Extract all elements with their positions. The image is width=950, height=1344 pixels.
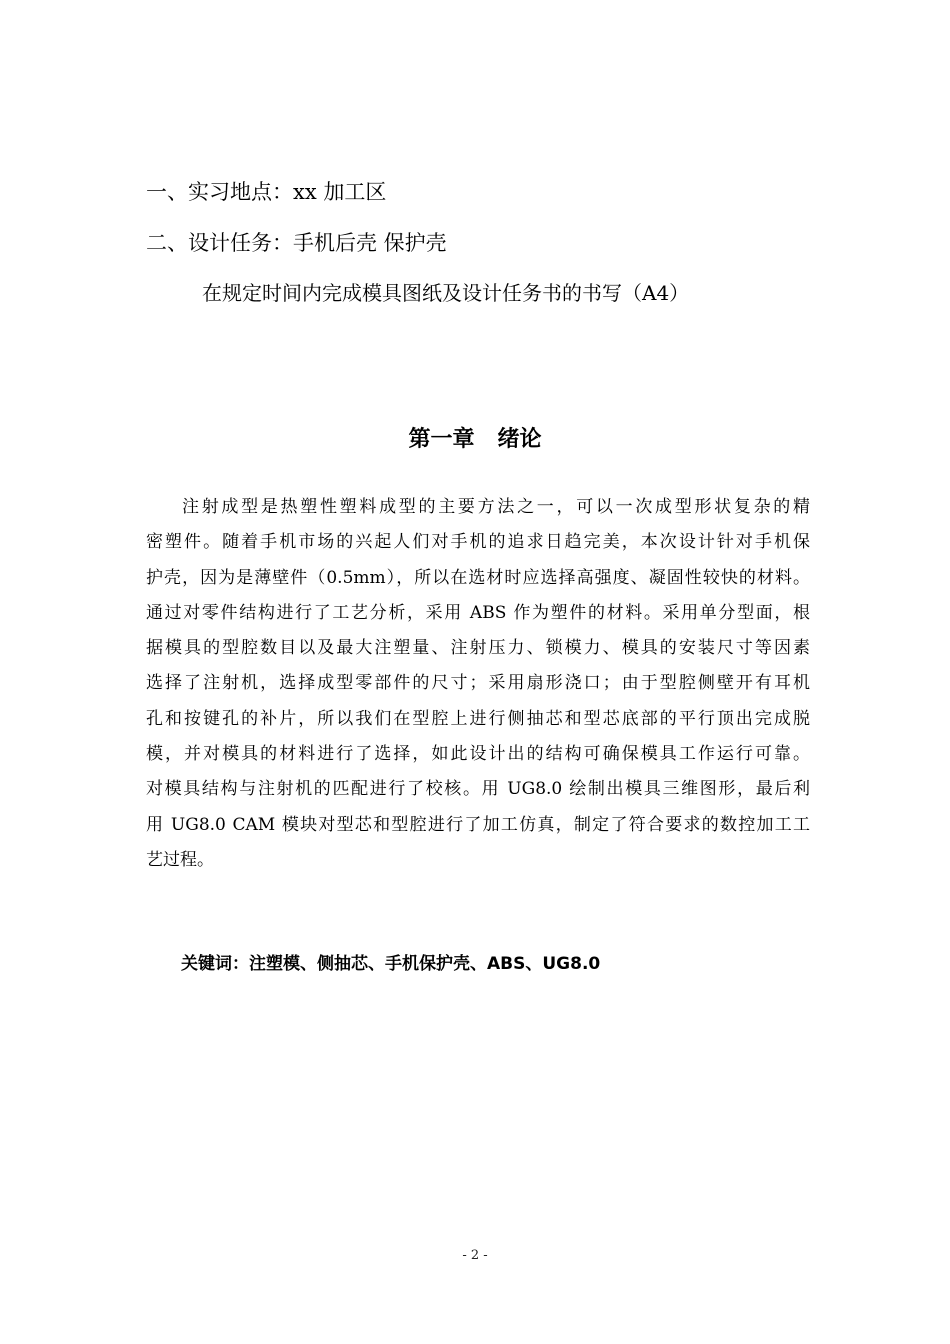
paragraph-line: 模，并对模具的材料进行了选择，如此设计出的结构可确保模具工作运行可靠。 <box>146 744 810 765</box>
paragraph-line: 用 UG8.0 CAM 模块对型芯和型腔进行了加工仿真，制定了符合要求的数控加工工 <box>146 814 810 835</box>
paragraph-line: 通过对零件结构进行了工艺分析，采用 ABS 作为塑件的材料。采用单分型面，根 <box>146 602 810 623</box>
internship-location-line: 一、实习地点：xx 加工区 <box>146 180 387 204</box>
keywords-line: 关键词：注塑模、侧抽芯、手机保护壳、ABS、UG8.0 <box>181 954 601 974</box>
paragraph-line: 护壳，因为是薄壁件（0.5mm），所以在选材时应选择高强度、凝固性较快的材料。 <box>146 567 810 588</box>
paragraph-line: 密塑件。随着手机市场的兴起人们对手机的追求日趋完美，本次设计针对手机保 <box>146 532 810 553</box>
design-task-line: 二、设计任务：手机后壳 保护壳 <box>146 231 447 255</box>
chapter-title: 第一章 绪论 <box>408 427 542 452</box>
paragraph-line: 艺过程。 <box>146 849 214 870</box>
paragraph-line: 注射成型是热塑性塑料成型的主要方法之一，可以一次成型形状复杂的精 <box>182 497 810 517</box>
introduction-paragraph <box>146 490 810 878</box>
paragraph-line: 选择了注射机，选择成型零部件的尺寸；采用扇形浇口；由于型腔侧壁开有耳机 <box>146 673 810 694</box>
paragraph-line: 孔和按键孔的补片，所以我们在型腔上进行侧抽芯和型芯底部的平行顶出完成脱 <box>146 708 810 729</box>
design-task-detail: 在规定时间内完成模具图纸及设计任务书的书写（A4） <box>202 281 690 305</box>
paragraph-line: 对模具结构与注射机的匹配进行了校核。用 UG8.0 绘制出模具三维图形，最后利 <box>146 779 810 800</box>
page-number: - 2 - <box>462 1248 488 1263</box>
paragraph-line: 据模具的型腔数目以及最大注塑量、注射压力、锁模力、模具的安装尺寸等因素 <box>146 638 810 659</box>
